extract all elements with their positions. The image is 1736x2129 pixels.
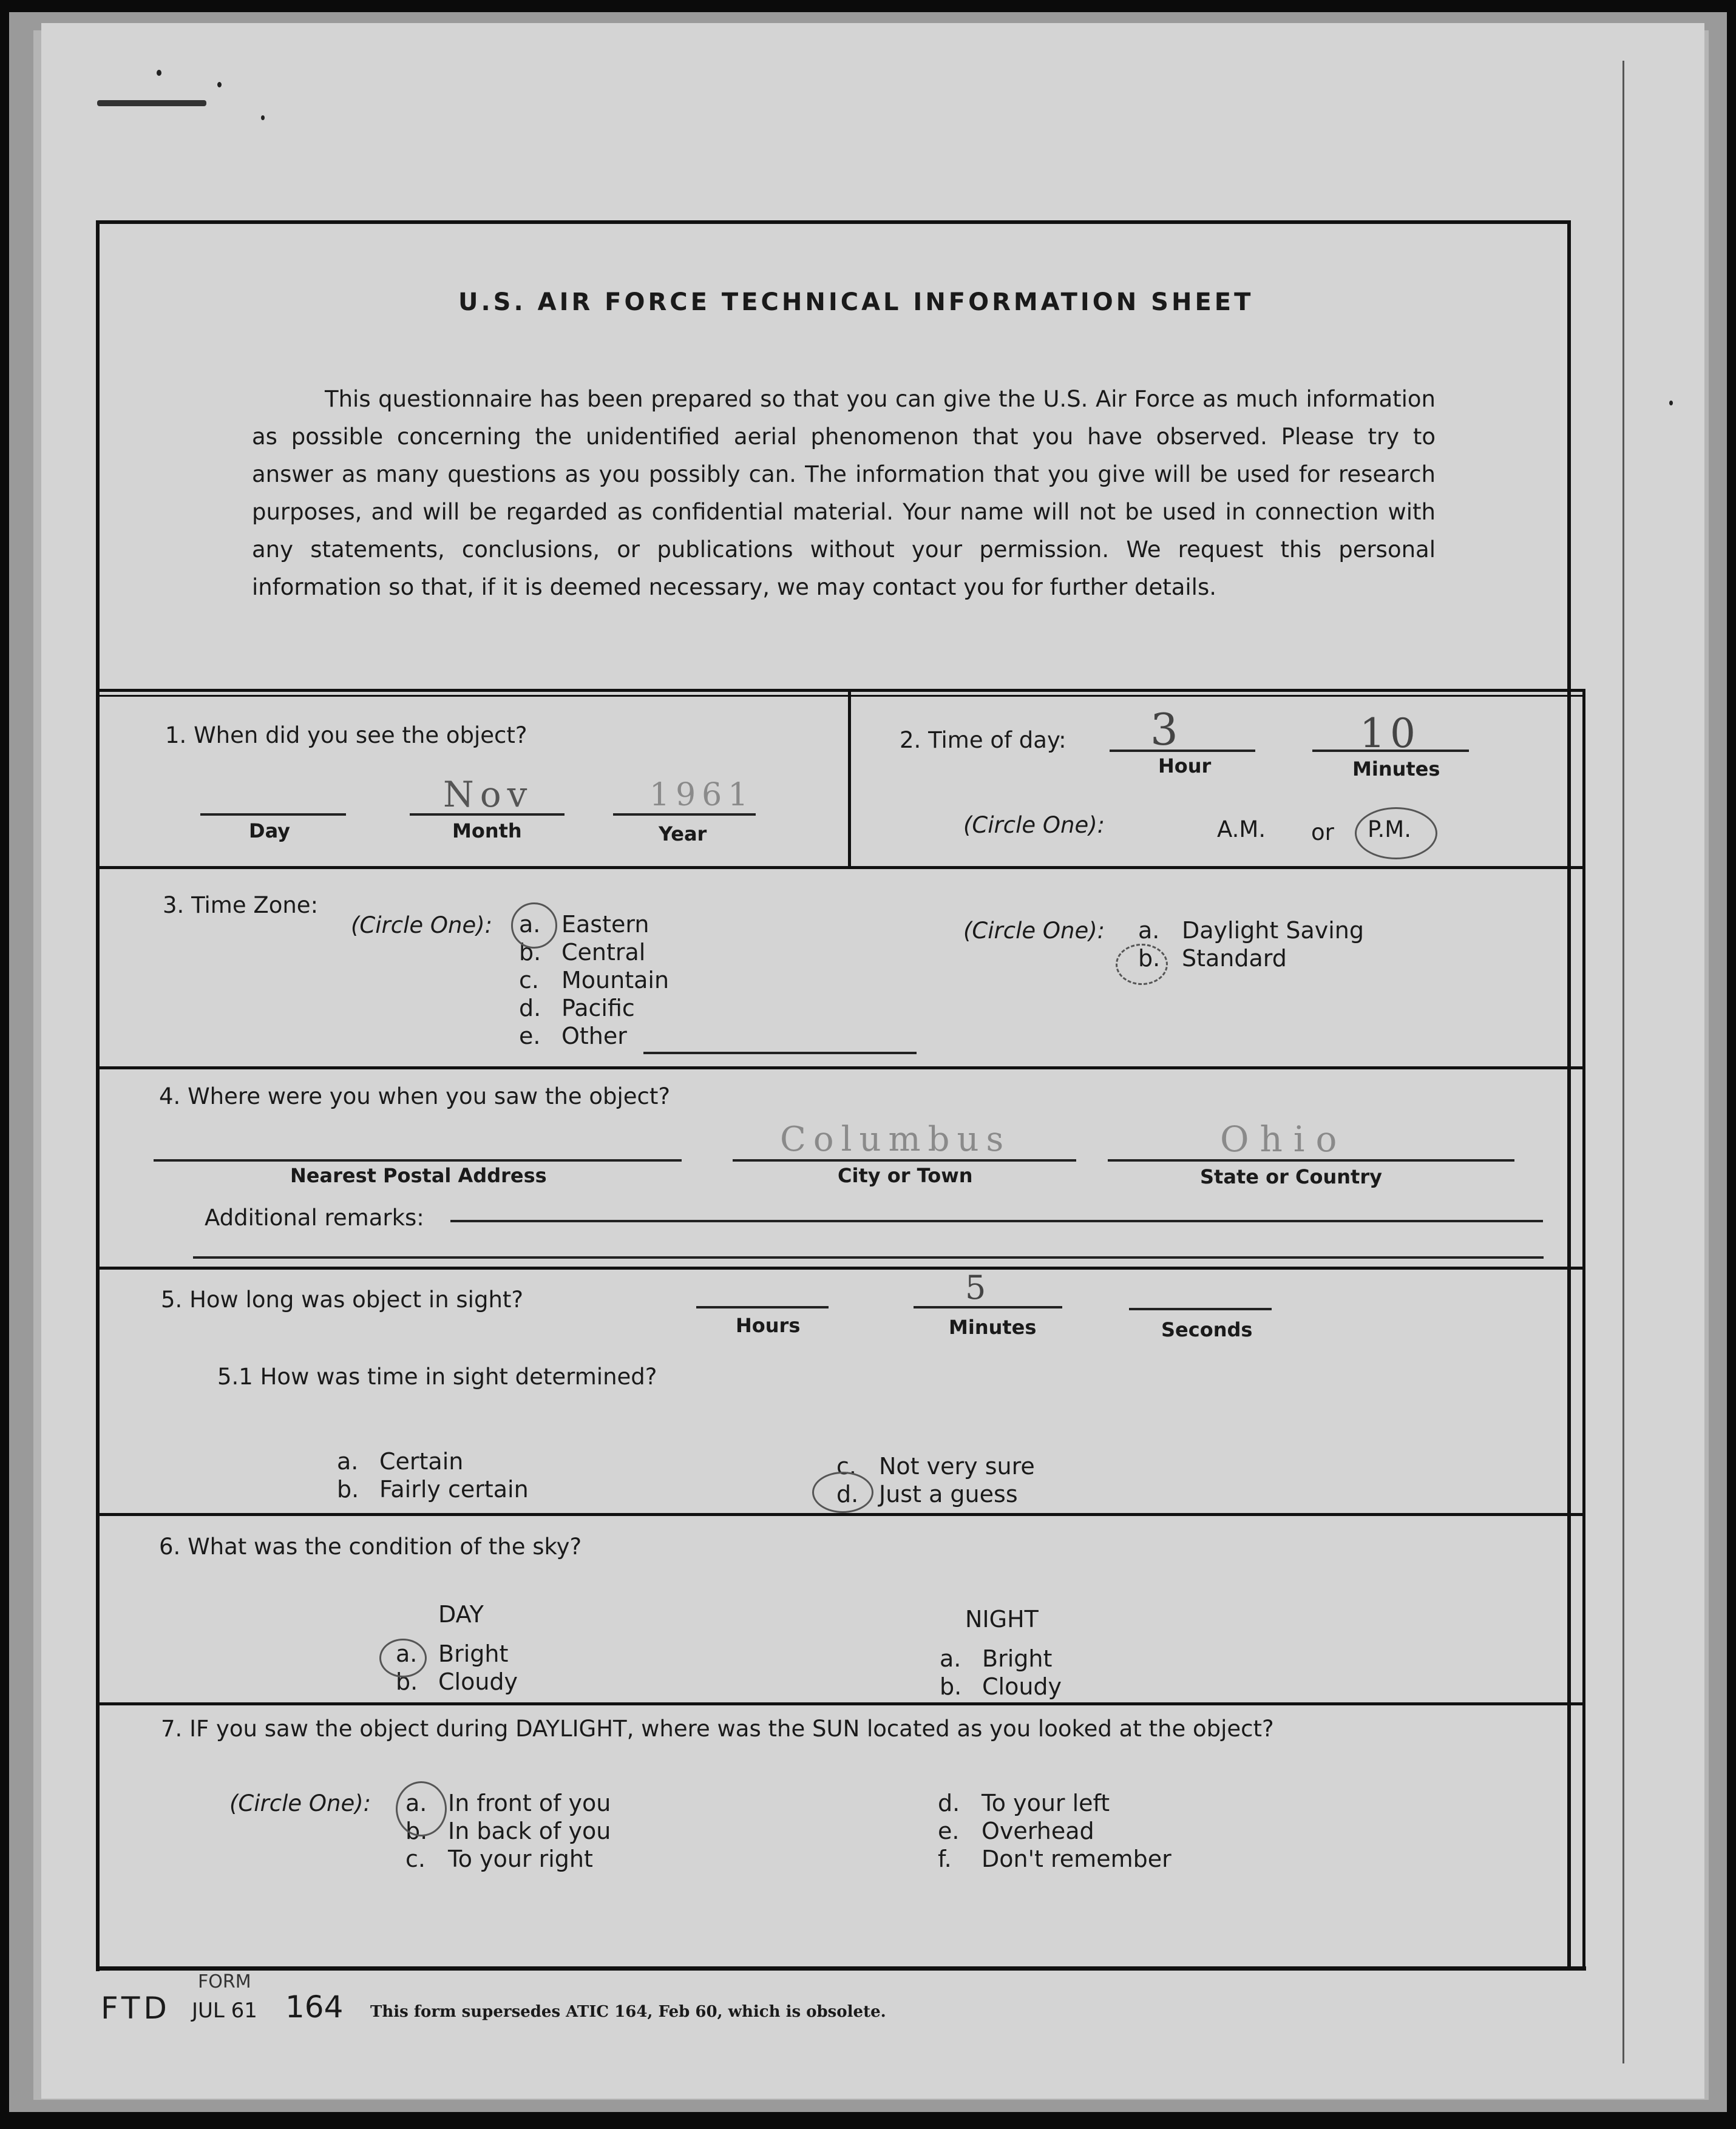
- q4-address-line: [154, 1159, 682, 1162]
- q3-other-line: [643, 1052, 917, 1054]
- option-letter: d.: [836, 1481, 859, 1508]
- divider-q1-q2-vertical: [848, 692, 851, 868]
- form-border-top: [96, 220, 1571, 224]
- option-letter: b.: [940, 1673, 962, 1700]
- q7-option-right[interactable]: [405, 1845, 611, 1873]
- option-label: Just a guess: [879, 1481, 1018, 1508]
- option-label: Cloudy: [438, 1668, 518, 1695]
- option-letter: c.: [519, 967, 539, 993]
- speck: [1669, 401, 1673, 405]
- q6-night-bright[interactable]: [940, 1645, 1062, 1673]
- q2-circle-one: (Circle One):: [963, 812, 1105, 838]
- footer-ftd: FTD: [101, 1991, 171, 2026]
- form-border-bottom: [96, 1966, 1586, 1971]
- q3-saving-list: [1138, 916, 1364, 972]
- q5-options-left: [337, 1447, 529, 1503]
- option-letter: a.: [519, 911, 541, 938]
- q1-year-line: [613, 813, 756, 816]
- divider-q4-q5: [96, 1267, 1585, 1270]
- q5-option-not-very-sure[interactable]: [836, 1452, 1035, 1480]
- option-label: Not very sure: [879, 1453, 1035, 1480]
- option-label: Other: [561, 1023, 627, 1049]
- option-label: Fairly certain: [379, 1476, 529, 1503]
- q7-circle-one: (Circle One):: [229, 1790, 371, 1816]
- q2-hour-value[interactable]: 3: [1150, 704, 1178, 755]
- q5-minutes-value[interactable]: 5: [965, 1268, 986, 1307]
- divider-header-2: [96, 695, 1585, 697]
- q7-question: 7. IF you saw the object during DAYLIGHT, where was the SUN located as you looked at the object?: [161, 1716, 1274, 1742]
- option-letter: b.: [337, 1476, 359, 1503]
- option-letter: e.: [938, 1818, 960, 1844]
- option-letter: b.: [396, 1668, 418, 1695]
- q4-city-value[interactable]: Columbus: [780, 1120, 1011, 1159]
- q6-day-heading: DAY: [438, 1601, 484, 1628]
- q2-hour-line: [1110, 750, 1255, 752]
- q4-city-label: City or Town: [838, 1164, 973, 1187]
- q4-question: 4. Where were you when you saw the object?: [159, 1083, 671, 1109]
- q7-option-left[interactable]: [938, 1789, 1171, 1817]
- option-label: Certain: [379, 1448, 464, 1475]
- q4-address-label: Nearest Postal Address: [290, 1164, 547, 1187]
- q1-question: 1. When did you see the object?: [165, 722, 527, 748]
- q4-state-label: State or Country: [1200, 1165, 1382, 1188]
- q1-year-value[interactable]: 1961: [649, 777, 754, 813]
- footer-note: This form supersedes ATIC 164, Feb 60, which is obsolete.: [370, 2003, 886, 2021]
- speck: [261, 115, 265, 120]
- option-label: Don't remember: [982, 1846, 1171, 1872]
- option-letter: b.: [1138, 945, 1161, 972]
- option-label: To your left: [982, 1790, 1110, 1816]
- q5-question: 5. How long was object in sight?: [161, 1287, 524, 1313]
- q6-night-cloudy[interactable]: [940, 1673, 1062, 1701]
- q6-night-heading: NIGHT: [965, 1606, 1039, 1633]
- q2-question: 2. Time of day:: [900, 727, 1066, 753]
- q2-hour-label: Hour: [1158, 754, 1212, 777]
- option-label: Mountain: [561, 967, 670, 993]
- divider-q3-q4: [96, 1066, 1585, 1069]
- divider-q2-q3: [96, 866, 1585, 869]
- q3-question: 3. Time Zone:: [163, 892, 319, 918]
- option-letter: a.: [940, 1645, 961, 1672]
- q3-zone-other[interactable]: [519, 1022, 669, 1050]
- q1-year-label: Year: [659, 822, 707, 845]
- q2-pm-selection-circle: [1355, 807, 1437, 859]
- corner-scribble: [97, 100, 206, 106]
- option-label: Bright: [982, 1645, 1053, 1672]
- speck: [217, 82, 222, 87]
- option-label: Bright: [438, 1640, 509, 1667]
- option-label: Cloudy: [982, 1673, 1062, 1700]
- q5-sub-question: 5.1 How was time in sight determined?: [217, 1364, 657, 1390]
- speck: [157, 70, 161, 76]
- option-label: Central: [561, 939, 646, 966]
- q6-day-bright-selection-circle: [379, 1639, 427, 1677]
- option-letter: d.: [519, 995, 541, 1021]
- q1-month-label: Month: [452, 819, 522, 842]
- option-label: Overhead: [982, 1818, 1094, 1844]
- q4-state-value[interactable]: Ohio: [1220, 1119, 1348, 1160]
- q6-question: 6. What was the condition of the sky?: [159, 1534, 582, 1560]
- q3-circle-one: (Circle One):: [351, 912, 493, 938]
- q5-option-certain[interactable]: [337, 1447, 529, 1475]
- q4-remarks-label: Additional remarks:: [205, 1205, 424, 1231]
- option-letter: a.: [337, 1448, 359, 1475]
- q5-hours-line: [696, 1306, 829, 1308]
- q6-night-options: [940, 1645, 1062, 1701]
- q7-options-right: [938, 1789, 1171, 1873]
- q3-zone-mountain[interactable]: [519, 966, 669, 994]
- q7-in-front-selection-circle: [396, 1781, 447, 1836]
- q5-seconds-line: [1129, 1308, 1272, 1310]
- option-letter: c.: [836, 1453, 856, 1480]
- form-border-right: [1567, 220, 1571, 1968]
- q4-remarks-line-2[interactable]: [193, 1256, 1544, 1259]
- form-title: U.S. AIR FORCE TECHNICAL INFORMATION SHEET: [458, 288, 1254, 316]
- option-label: Pacific: [561, 995, 635, 1021]
- q7-option-overhead[interactable]: [938, 1817, 1171, 1845]
- option-label: Eastern: [561, 911, 649, 938]
- q2-am-option[interactable]: A.M.: [1217, 816, 1266, 842]
- q3-saving-standard[interactable]: [1138, 944, 1364, 972]
- divider-q6-q7: [96, 1702, 1585, 1705]
- footer-form-word: FORM: [198, 1971, 251, 1992]
- q2-minutes-value[interactable]: 10: [1360, 710, 1420, 757]
- q4-remarks-line-1[interactable]: [450, 1220, 1543, 1222]
- option-letter: a.: [396, 1640, 418, 1667]
- q5-option-fairly-certain[interactable]: [337, 1475, 529, 1503]
- option-label: In front of you: [448, 1790, 611, 1816]
- q5-minutes-label: Minutes: [949, 1316, 1037, 1339]
- footer-date: JUL 61: [192, 1999, 257, 2023]
- q3-circle-one-2: (Circle One):: [963, 918, 1105, 944]
- q1-day-label: Day: [249, 819, 291, 842]
- form-border-right-lower: [1582, 692, 1585, 1966]
- option-letter: b.: [519, 939, 541, 966]
- paper-background: [41, 23, 1704, 2099]
- option-letter: f.: [938, 1846, 952, 1872]
- q3-zone-pacific[interactable]: [519, 994, 669, 1022]
- option-label: In back of you: [448, 1818, 611, 1844]
- q5-minutes-line: [914, 1306, 1062, 1308]
- q2-pm-option[interactable]: P.M.: [1368, 816, 1411, 842]
- option-letter: c.: [405, 1846, 426, 1872]
- form-border-left: [96, 220, 100, 1971]
- footer-form-number: 164: [285, 1989, 344, 2025]
- q3-eastern-selection-circle: [511, 902, 557, 949]
- q7-option-dont-remember[interactable]: [938, 1845, 1171, 1873]
- q4-city-line: [733, 1159, 1076, 1162]
- option-letter: a.: [405, 1790, 427, 1816]
- q3-saving-daylight[interactable]: [1138, 916, 1364, 944]
- divider-header: [96, 689, 1585, 692]
- option-label: To your right: [448, 1846, 593, 1872]
- margin-line: [1622, 61, 1624, 2063]
- option-letter: e.: [519, 1023, 541, 1049]
- option-letter: a.: [1138, 917, 1160, 944]
- q1-day-line: [200, 813, 346, 816]
- q1-month-value[interactable]: Nov: [443, 774, 534, 815]
- option-letter: b.: [405, 1818, 428, 1844]
- option-label: Standard: [1182, 945, 1287, 972]
- q2-or: or: [1311, 819, 1334, 845]
- intro-paragraph: This questionnaire has been prepared so that you can give the U.S. Air Force as much information as possible concerning the unidentified aerial phenomenon that you have observed. Please try to answer as many questions as you possibly can. The information that you give will be used for research purposes, and will be regarded as confidential material. Your name will not be used in connection with any statements, conclusions, or publications without your permission. We request this personal information so that, if it is deemed necessary, we may contact you for further details.: [252, 386, 1436, 600]
- q2-minutes-label: Minutes: [1352, 757, 1440, 780]
- divider-q5-q6: [96, 1513, 1585, 1516]
- q3-standard-selection-circle: [1116, 944, 1168, 985]
- option-label: Daylight Saving: [1182, 917, 1364, 944]
- q5-hours-label: Hours: [736, 1314, 801, 1337]
- q5-seconds-label: Seconds: [1161, 1318, 1253, 1341]
- option-letter: d.: [938, 1790, 960, 1816]
- q5-guess-selection-circle: [812, 1472, 873, 1513]
